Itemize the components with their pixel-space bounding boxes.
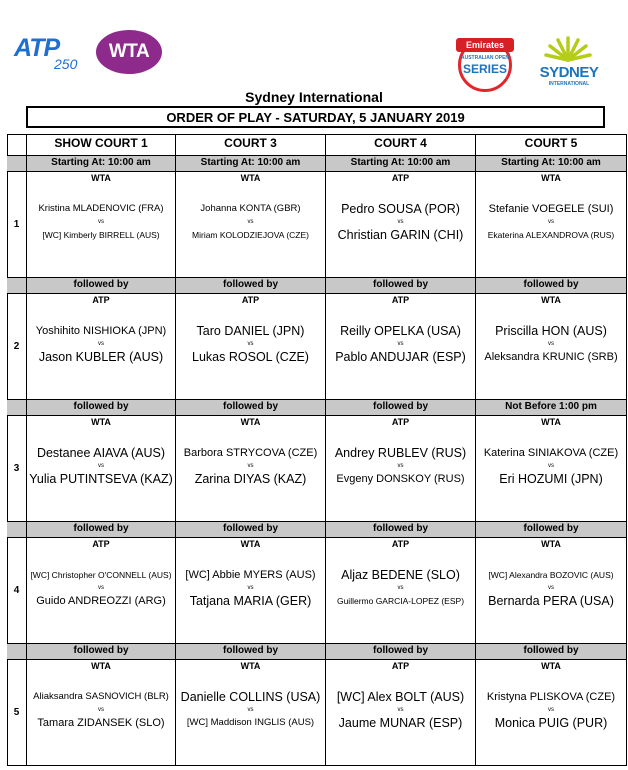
australian-open-series-logo bbox=[452, 34, 516, 92]
match-cell bbox=[176, 538, 326, 644]
vs-label: vs bbox=[397, 585, 404, 591]
tour-label: WTA bbox=[541, 295, 561, 305]
vs-label: vs bbox=[247, 219, 254, 225]
player-one: [WC] Abbie MYERS (AUS) bbox=[185, 569, 316, 581]
tour-label: ATP bbox=[391, 295, 410, 305]
player-two: Monica PUIG (PUR) bbox=[494, 716, 608, 730]
sydney-international-logo bbox=[532, 34, 604, 94]
match-cell bbox=[326, 294, 476, 400]
vs-label: vs bbox=[247, 585, 254, 591]
start-time-label: Not Before 1:00 pm bbox=[476, 400, 627, 416]
vs-label: vs bbox=[98, 463, 104, 469]
vs-label: vs bbox=[397, 463, 404, 469]
order-of-play-heading: ORDER OF PLAY - SATURDAY, 5 JANUARY 2019 bbox=[26, 106, 605, 128]
match-row-number: 2 bbox=[7, 294, 27, 400]
player-two: Christian GARIN (CHI) bbox=[337, 228, 464, 242]
atp-logo-sub: 250 bbox=[54, 56, 78, 72]
vs-label: vs bbox=[247, 707, 254, 713]
player-one: [WC] Christopher O'CONNELL (AUS) bbox=[30, 570, 172, 580]
start-time-label: followed by bbox=[27, 522, 176, 538]
start-time-label: followed by bbox=[326, 278, 476, 294]
tour-label: WTA bbox=[91, 417, 111, 427]
player-two: Aleksandra KRUNIC (SRB) bbox=[484, 351, 618, 363]
wta-logo bbox=[96, 30, 162, 74]
start-time-label: followed by bbox=[326, 522, 476, 538]
vs-label: vs bbox=[548, 219, 554, 225]
player-one: Priscilla HON (AUS) bbox=[495, 324, 607, 338]
tour-label: WTA bbox=[541, 539, 561, 549]
tour-label: ATP bbox=[241, 295, 260, 305]
tour-label: WTA bbox=[240, 417, 261, 427]
player-one: Reilly OPELKA (USA) bbox=[340, 324, 461, 338]
court-header: COURT 3 bbox=[176, 134, 326, 156]
wta-logo-word: WTA bbox=[108, 41, 150, 62]
player-two: Guillermo GARCIA-LOPEZ (ESP) bbox=[336, 596, 465, 606]
tour-label: ATP bbox=[92, 539, 110, 549]
start-time-label: Starting At: 10:00 am bbox=[176, 156, 326, 172]
match-cell bbox=[476, 294, 627, 400]
player-two: Lukas ROSOL (CZE) bbox=[192, 350, 309, 364]
vs-label: vs bbox=[98, 341, 104, 347]
match-cell bbox=[476, 660, 627, 766]
player-one: Stefanie VOEGELE (SUI) bbox=[488, 203, 614, 215]
player-one: Danielle COLLINS (USA) bbox=[180, 690, 321, 704]
start-time-label: followed by bbox=[27, 278, 176, 294]
match-row-number: 5 bbox=[7, 660, 27, 766]
player-one: [WC] Alexandra BOZOVIC (AUS) bbox=[488, 570, 614, 580]
match-cell bbox=[326, 172, 476, 278]
vs-label: vs bbox=[98, 585, 104, 591]
player-two: Pablo ANDUJAR (ESP) bbox=[335, 350, 466, 364]
vs-label: vs bbox=[548, 463, 554, 469]
start-time-label: followed by bbox=[27, 644, 176, 660]
player-one: Johanna KONTA (GBR) bbox=[200, 203, 301, 214]
row-start-marker bbox=[7, 156, 27, 172]
player-one: Aliaksandra SASNOVICH (BLR) bbox=[33, 691, 169, 702]
player-one: Destanee AIAVA (AUS) bbox=[36, 446, 166, 460]
tour-label: WTA bbox=[240, 661, 261, 671]
match-cell bbox=[326, 538, 476, 644]
match-row-number: 1 bbox=[7, 172, 27, 278]
court-header: COURT 4 bbox=[326, 134, 476, 156]
row-start-marker bbox=[7, 400, 27, 416]
match-cell bbox=[27, 416, 176, 522]
row-start-marker bbox=[7, 522, 27, 538]
player-one: Yoshihito NISHIOKA (JPN) bbox=[35, 325, 167, 337]
player-two: Eri HOZUMI (JPN) bbox=[499, 472, 603, 486]
sydney-logo-sub: INTERNATIONAL bbox=[548, 81, 590, 87]
sydney-logo-word: SYDNEY bbox=[539, 64, 599, 81]
match-cell bbox=[27, 294, 176, 400]
schedule-grid bbox=[7, 134, 627, 770]
start-time-label: followed by bbox=[176, 278, 326, 294]
vs-label: vs bbox=[247, 463, 254, 469]
match-row-number: 3 bbox=[7, 416, 27, 522]
atp-250-logo bbox=[14, 34, 86, 72]
player-two: Jaume MUNAR (ESP) bbox=[338, 716, 463, 730]
court-header: SHOW COURT 1 bbox=[27, 134, 176, 156]
start-time-label: Starting At: 10:00 am bbox=[326, 156, 476, 172]
tour-label: WTA bbox=[91, 661, 111, 671]
vs-label: vs bbox=[548, 707, 554, 713]
player-two: Zarina DIYAS (KAZ) bbox=[194, 472, 307, 486]
start-time-label: followed by bbox=[27, 400, 176, 416]
match-cell bbox=[326, 660, 476, 766]
row-start-marker bbox=[7, 278, 27, 294]
match-cell bbox=[176, 660, 326, 766]
court-header: COURT 5 bbox=[476, 134, 627, 156]
player-two: Ekaterina ALEXANDROVA (RUS) bbox=[487, 230, 615, 240]
vs-label: vs bbox=[397, 219, 404, 225]
ao-logo-series: SERIES bbox=[462, 62, 507, 76]
tour-label: ATP bbox=[391, 661, 410, 671]
sydney-burst-icon bbox=[544, 34, 592, 62]
player-one: Aljaz BEDENE (SLO) bbox=[341, 568, 460, 582]
tour-label: ATP bbox=[391, 417, 410, 427]
match-cell bbox=[176, 294, 326, 400]
start-time-label: followed by bbox=[326, 400, 476, 416]
tour-label: ATP bbox=[92, 295, 110, 305]
player-two: Guido ANDREOZZI (ARG) bbox=[36, 595, 166, 607]
match-cell bbox=[326, 416, 476, 522]
player-one: Andrey RUBLEV (RUS) bbox=[334, 446, 467, 460]
vs-label: vs bbox=[98, 219, 104, 225]
ao-logo-line: AUSTRALIAN OPEN bbox=[460, 55, 510, 61]
start-time-label: followed by bbox=[176, 644, 326, 660]
match-cell bbox=[476, 172, 627, 278]
player-two: Yulia PUTINTSEVA (KAZ) bbox=[29, 472, 173, 486]
tour-label: WTA bbox=[240, 173, 261, 183]
tour-label: ATP bbox=[391, 173, 410, 183]
vs-label: vs bbox=[397, 341, 404, 347]
tour-label: WTA bbox=[541, 417, 561, 427]
player-two: Tatjana MARIA (GER) bbox=[189, 594, 312, 608]
player-one: Kristyna PLISKOVA (CZE) bbox=[486, 691, 616, 703]
match-row-number: 4 bbox=[7, 538, 27, 644]
vs-label: vs bbox=[247, 341, 254, 347]
event-title: Sydney International bbox=[245, 89, 383, 105]
player-two: Bernarda PERA (USA) bbox=[488, 594, 614, 608]
player-two: [WC] Kimberly BIRRELL (AUS) bbox=[42, 230, 160, 240]
start-time-label: followed by bbox=[476, 522, 627, 538]
tour-label: WTA bbox=[541, 661, 561, 671]
player-one: Katerina SINIAKOVA (CZE) bbox=[483, 447, 619, 459]
match-cell bbox=[27, 660, 176, 766]
match-cell bbox=[476, 416, 627, 522]
player-two: Tamara ZIDANSEK (SLO) bbox=[37, 717, 165, 729]
ao-logo-brand: Emirates bbox=[456, 38, 514, 52]
player-two: Jason KUBLER (AUS) bbox=[38, 350, 164, 364]
row-start-marker bbox=[7, 644, 27, 660]
corner-cell bbox=[7, 134, 27, 156]
tour-label: ATP bbox=[391, 539, 410, 549]
match-cell bbox=[27, 538, 176, 644]
match-cell bbox=[27, 172, 176, 278]
start-time-label: followed by bbox=[176, 522, 326, 538]
player-one: Kristina MLADENOVIC (FRA) bbox=[38, 203, 164, 214]
vs-label: vs bbox=[548, 585, 554, 591]
tour-label: WTA bbox=[240, 539, 261, 549]
player-two: Miriam KOLODZIEJOVA (CZE) bbox=[192, 230, 309, 240]
player-two: [WC] Maddison INGLIS (AUS) bbox=[186, 717, 315, 728]
start-time-label: followed by bbox=[476, 278, 627, 294]
start-time-label: followed by bbox=[176, 400, 326, 416]
vs-label: vs bbox=[548, 341, 554, 347]
player-two: Evgeny DONSKOY (RUS) bbox=[336, 473, 465, 485]
start-time-label: followed by bbox=[476, 644, 627, 660]
player-one: Barbora STRYCOVA (CZE) bbox=[183, 447, 318, 459]
player-one: Taro DANIEL (JPN) bbox=[196, 324, 305, 338]
tour-label: WTA bbox=[91, 173, 111, 183]
match-cell bbox=[476, 538, 627, 644]
vs-label: vs bbox=[98, 707, 104, 713]
match-cell bbox=[176, 172, 326, 278]
start-time-label: Starting At: 10:00 am bbox=[476, 156, 627, 172]
vs-label: vs bbox=[397, 707, 404, 713]
start-time-label: Starting At: 10:00 am bbox=[27, 156, 176, 172]
tour-label: WTA bbox=[541, 173, 561, 183]
player-one: Pedro SOUSA (POR) bbox=[341, 202, 460, 216]
match-cell bbox=[176, 416, 326, 522]
atp-logo-word: ATP bbox=[14, 34, 60, 62]
player-one: [WC] Alex BOLT (AUS) bbox=[336, 690, 465, 704]
start-time-label: followed by bbox=[326, 644, 476, 660]
